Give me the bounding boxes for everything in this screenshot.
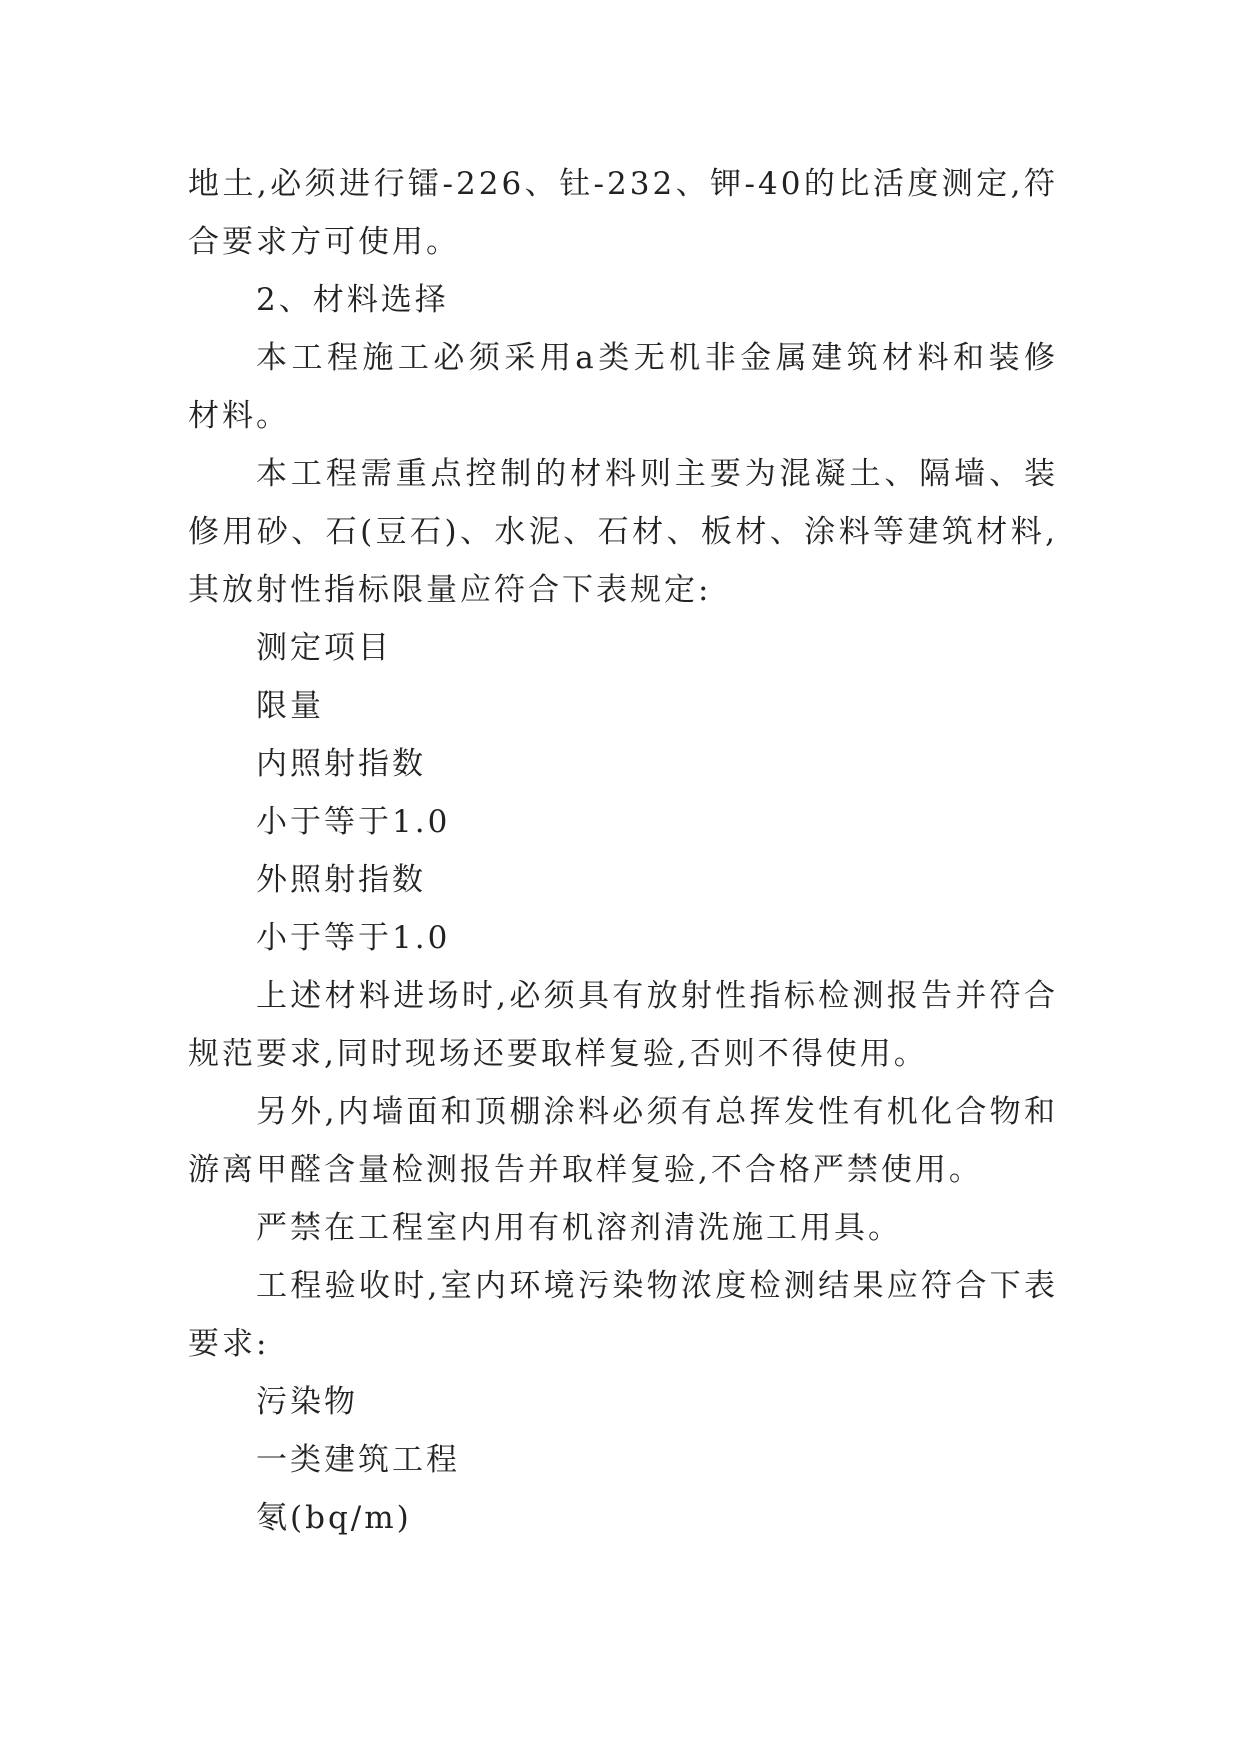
table-cell: 小于等于1.0 <box>256 804 451 840</box>
table-cell-header: 限量 <box>256 688 324 724</box>
table-cell: 小于等于1.0 <box>256 920 451 956</box>
paragraph: 工程验收时,室内环境污染物浓度检测结果应符合下表要求: <box>188 1268 1058 1362</box>
document-body <box>188 155 1058 1547</box>
table-cell-header: 一类建筑工程 <box>256 1442 460 1478</box>
paragraph: 严禁在工程室内用有机溶剂清洗施工用具。 <box>256 1210 902 1246</box>
paragraph: 本工程需重点控制的材料则主要为混凝土、隔墙、装修用砂、石(豆石)、水泥、石材、板材、涂料等建筑材料,其放射性指标限量应符合下表规定: <box>188 456 1058 608</box>
paragraph: 地土,必须进行镭-226、钍-232、钾-40的比活度测定,符合要求方可使用。 <box>188 166 1058 260</box>
paragraph: 本工程施工必须采用a类无机非金属建筑材料和装修材料。 <box>188 340 1058 434</box>
table-cell: 内照射指数 <box>256 746 426 782</box>
table-cell-header: 测定项目 <box>256 630 392 666</box>
section-heading: 2、材料选择 <box>256 282 449 318</box>
paragraph: 另外,内墙面和顶棚涂料必须有总挥发性有机化合物和游离甲醛含量检测报告并取样复验,不合格严禁使用。 <box>188 1094 1058 1188</box>
table-cell: 外照射指数 <box>256 862 426 898</box>
table-cell-header: 污染物 <box>256 1384 358 1420</box>
table-cell: 氡(bq/m) <box>256 1500 412 1536</box>
paragraph: 上述材料进场时,必须具有放射性指标检测报告并符合规范要求,同时现场还要取样复验,否则不得使用。 <box>188 978 1058 1072</box>
